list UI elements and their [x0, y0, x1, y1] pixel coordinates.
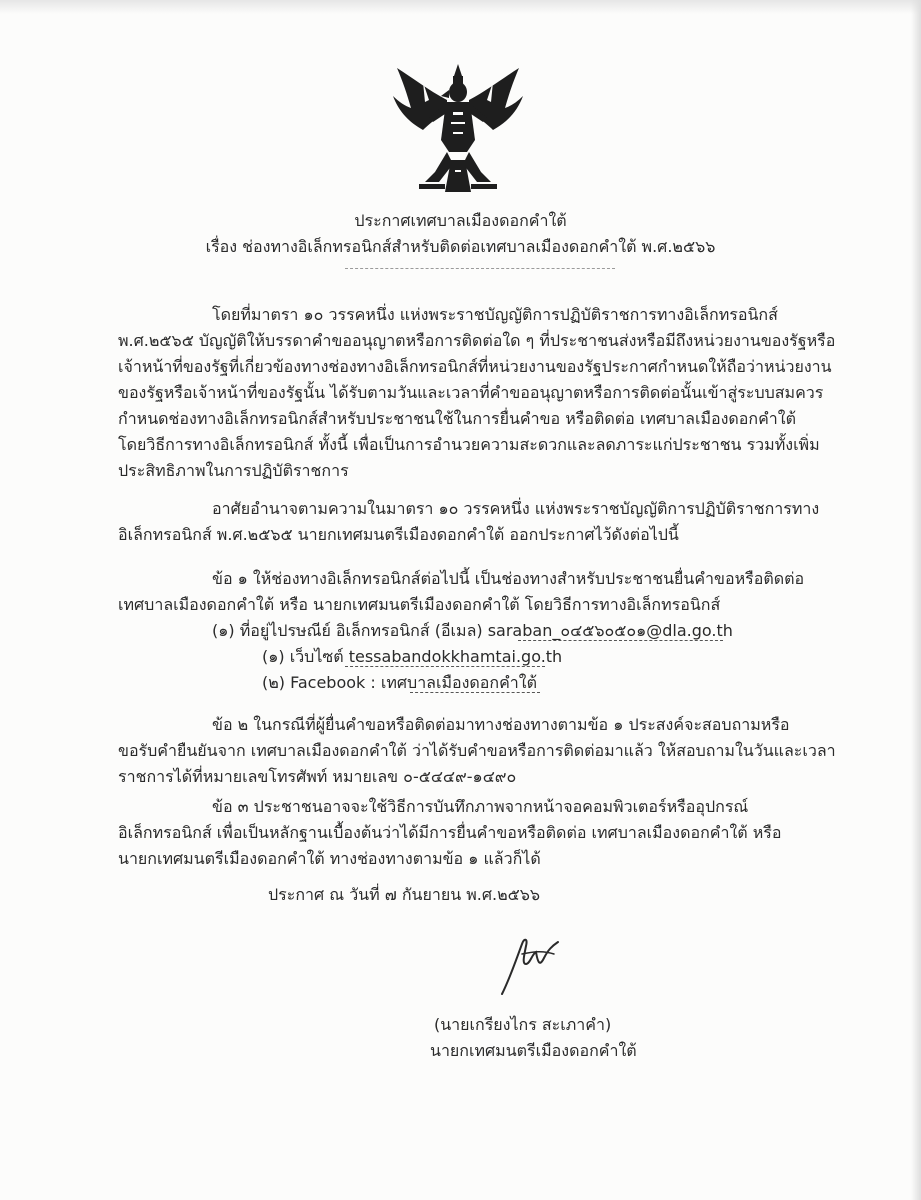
paragraph1-line: เจ้าหน้าที่ของรัฐที่เกี่ยวข้องทางช่องทางอิเล็กทรอนิกส์ที่หน่วยงานของรัฐประกาศกำหนดให้ถือว่าหน่วยงาน	[118, 357, 832, 376]
scan-shadow-right	[911, 0, 921, 1200]
clause2-line: ขอรับคำยืนยันจาก เทศบาลเมืองดอกคำใต้ ว่าได้รับคำขอหรือการติดต่อมาแล้ว ให้สอบถามในวันและเวลา	[118, 741, 836, 760]
clause2-line: ราชการได้ที่หมายเลขโทรศัพท์ หมายเลข ๐-๕๔๔๙-๑๔๙๐	[118, 767, 517, 786]
paragraph2-line: อิเล็กทรอนิกส์ พ.ศ.๒๕๖๕ นายกเทศมนตรีเมืองดอกคำใต้ ออกประกาศไว้ดังต่อไปนี้	[118, 525, 679, 544]
scan-shadow-top	[0, 0, 921, 14]
paragraph1-line: กำหนดช่องทางอิเล็กทรอนิกส์สำหรับประชาชนใช้ในการยื่นคำขอ หรือติดต่อ เทศบาลเมืองดอกคำใต้	[118, 409, 796, 428]
date-line: ประกาศ ณ วันที่ ๗ กันยายน พ.ศ.๒๕๖๖	[268, 885, 541, 904]
channel-facebook: (๒) Facebook : เทศบาลเมืองดอกคำใต้	[262, 673, 537, 692]
garuda-emblem-icon	[383, 60, 533, 200]
paragraph1-line: พ.ศ.๒๕๖๕ บัญญัติให้บรรดาคำขออนุญาตหรือการติดต่อใด ๆ ที่ประชาชนส่งหรือมีถึงหน่วยงานของรัฐหรือ	[118, 331, 836, 350]
handwritten-signature	[492, 930, 572, 1002]
channel-website: (๑) เว็บไซต์ tessabandokkhamtai.go.th	[262, 647, 563, 666]
paragraph1-line: ของรัฐหรือเจ้าหน้าที่ของรัฐนั้น ได้รับตามวันและเวลาที่คำขออนุญาตหรือการติดต่อนั้นเข้าสู่ระบบสมควร	[118, 383, 824, 402]
paragraph1-line: ประสิทธิภาพในการปฏิบัติราชการ	[118, 461, 349, 480]
email-underline	[518, 640, 723, 641]
signatory-name: (นายเกรียงไกร สะเภาคำ)	[434, 1015, 612, 1034]
clause3-line: ข้อ ๓ ประชาชนอาจจะใช้วิธีการบันทึกภาพจากหน้าจอคอมพิวเตอร์หรืออุปกรณ์	[212, 797, 749, 816]
signatory-position: นายกเทศมนตรีเมืองดอกคำใต้	[430, 1041, 637, 1060]
clause3-line: นายกเทศมนตรีเมืองดอกคำใต้ ทางช่องทางตามข้อ ๑ แล้วก็ได้	[118, 849, 541, 868]
channel-email: (๑) ที่อยู่ไปรษณีย์ อิเล็กทรอนิกส์ (อีเมล) saraban_๐๔๕๖๐๕๐๑@dla.go.th	[212, 621, 733, 640]
paragraph1-line: โดยที่มาตรา ๑๐ วรรคหนึ่ง แห่งพระราชบัญญัติการปฏิบัติราชการทางอิเล็กทรอนิกส์	[212, 305, 778, 324]
paragraph1-line: โดยวิธีการทางอิเล็กทรอนิกส์ ทั้งนี้ เพื่อเป็นการอำนวยความสะดวกและลดภาระแก่ประชาชน รวมทั้งเพิ่ม	[118, 435, 820, 454]
clause3-line: อิเล็กทรอนิกส์ เพื่อเป็นหลักฐานเบื้องต้นว่าได้มีการยื่นคำขอหรือติดต่อ เทศบาลเมืองดอกคำใต้ หรือ	[118, 823, 782, 842]
announcement-subject: เรื่อง ช่องทางอิเล็กทรอนิกส์สำหรับติดต่อเทศบาลเมืองดอกคำใต้ พ.ศ.๒๕๖๖	[205, 237, 716, 256]
clause1-line: ข้อ ๑ ให้ช่องทางอิเล็กทรอนิกส์ต่อไปนี้ เป็นช่องทางสำหรับประชาชนยื่นคำขอหรือติดต่อ	[212, 569, 805, 588]
paragraph2-line: อาศัยอำนาจตามความในมาตรา ๑๐ วรรคหนึ่ง แห่งพระราชบัญญัติการปฏิบัติราชการทาง	[212, 499, 820, 518]
clause2-line: ข้อ ๒ ในกรณีที่ผู้ยื่นคำขอหรือติดต่อมาทางช่องทางตามข้อ ๑ ประสงค์จะสอบถามหรือ	[212, 715, 790, 734]
website-underline	[345, 666, 545, 667]
title-separator	[345, 268, 615, 269]
facebook-underline	[410, 692, 540, 693]
announcement-title: ประกาศเทศบาลเมืองดอกคำใต้	[354, 211, 567, 230]
clause1-line: เทศบาลเมืองดอกคำใต้ หรือ นายกเทศมนตรีเมืองดอกคำใต้ โดยวิธีการทางอิเล็กทรอนิกส์	[118, 595, 721, 614]
